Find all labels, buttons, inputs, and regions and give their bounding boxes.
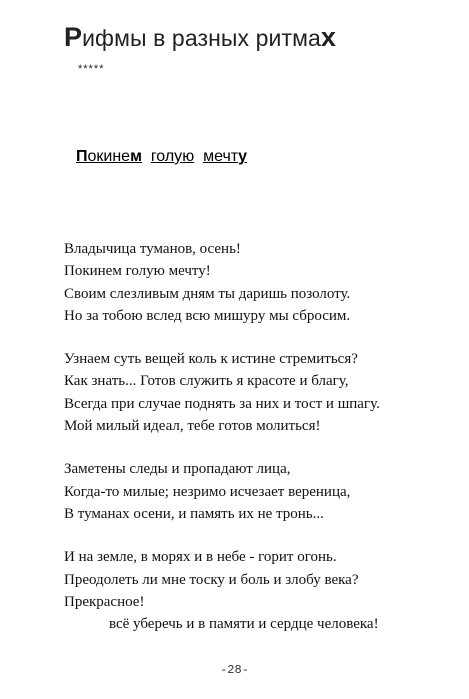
poem-line: Когда-то милые; незримо исчезает вереница, [64,483,351,500]
poem-line: Но за тобою вслед всю мишуру мы сбросим. [64,307,351,324]
poem-title-word: голую [150,148,195,165]
poem-line: Покинем голую мечту! [64,263,211,280]
stanza [64,546,464,635]
poem-line: В туманах осени, и память их не тронь... [64,505,324,522]
poem-line: И на земле, в морях и в небе - горит огонь. [64,549,337,566]
section-separator: ***** [78,63,105,75]
poem-line: Заметены следы и пропадают лица, [64,461,291,478]
poem-title-word: Покинем [76,148,142,165]
title-initial: Р [64,22,83,52]
stanza [64,348,464,437]
title-text: ифмы в разных ритма [82,25,321,51]
poem-body [64,238,464,656]
poem-title-word: мечту [203,148,248,165]
poem-line: всё уберечь и в памяти и сердце человека! [109,616,379,633]
poem-line: Владычица туманов, осень! [64,241,241,257]
poem-line: Преодолеть ли мне тоску и боль и злобу века? [64,571,359,588]
title-final: х [320,22,337,52]
stanza [64,238,464,327]
poem-line: Своим слезливым дням ты даришь позолоту. [64,285,351,302]
page-title [64,22,336,53]
poem-line: Как знать... Готов служить я красоте и благу, [64,373,349,390]
page-number: -28- [220,663,249,677]
poem-title [76,148,247,166]
poem-line: Всегда при случае поднять за них и тост и шпагу. [64,395,380,412]
stanza [64,458,464,525]
poem-line: Прекрасное! [64,593,145,610]
poem-line: Мой милый идеал, тебе готов молиться! [64,418,321,435]
poem-line: Узнаем суть вещей коль к истине стремиться? [64,351,358,368]
